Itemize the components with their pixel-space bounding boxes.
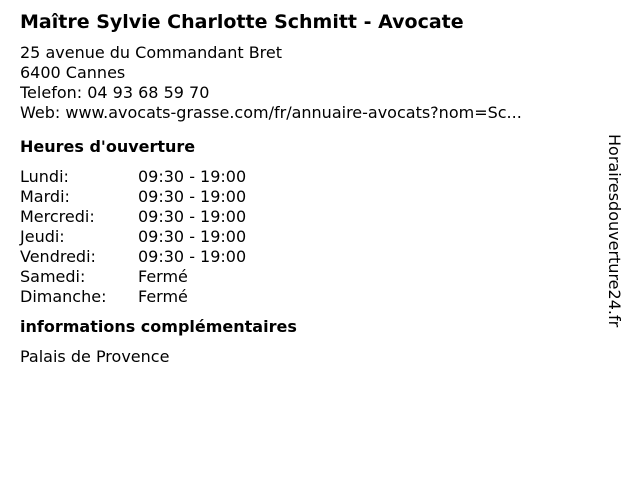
hours-value: Fermé xyxy=(138,267,188,286)
day-label: Dimanche: xyxy=(20,287,107,306)
hours-table xyxy=(20,167,600,307)
day-label: Mercredi: xyxy=(20,207,95,226)
hours-value: 09:30 - 19:00 xyxy=(138,227,247,246)
additional-info-heading: informations complémentaires xyxy=(20,317,297,336)
business-title: Maître Sylvie Charlotte Schmitt - Avocate xyxy=(20,11,464,33)
day-label: Lundi: xyxy=(20,167,69,186)
street-address: 25 avenue du Commandant Bret xyxy=(20,43,283,62)
hours-row-wednesday xyxy=(20,207,600,227)
phone-number[interactable]: Telefon: 04 93 68 59 70 xyxy=(20,83,210,102)
hours-heading: Heures d'ouverture xyxy=(20,137,196,156)
hours-row-sunday xyxy=(20,287,600,307)
hours-row-tuesday xyxy=(20,187,600,207)
business-card xyxy=(20,10,600,367)
day-label: Samedi: xyxy=(20,267,86,286)
hours-row-saturday xyxy=(20,267,600,287)
hours-row-monday xyxy=(20,167,600,187)
hours-value: Fermé xyxy=(138,287,188,306)
website-link[interactable]: Web: www.avocats-grasse.com/fr/annuaire-avocats?nom=Sc... xyxy=(20,103,522,122)
day-label: Jeudi: xyxy=(20,227,65,246)
hours-value: 09:30 - 19:00 xyxy=(138,207,247,226)
city-address: 6400 Cannes xyxy=(20,63,126,82)
site-branding: Horairesdouverture24.fr xyxy=(605,134,624,328)
additional-info-text: Palais de Provence xyxy=(20,347,170,366)
hours-value: 09:30 - 19:00 xyxy=(138,247,247,266)
day-label: Mardi: xyxy=(20,187,70,206)
hours-value: 09:30 - 19:00 xyxy=(138,187,247,206)
hours-value: 09:30 - 19:00 xyxy=(138,167,247,186)
address-block xyxy=(20,43,600,123)
hours-row-friday xyxy=(20,247,600,267)
day-label: Vendredi: xyxy=(20,247,96,266)
hours-row-thursday xyxy=(20,227,600,247)
